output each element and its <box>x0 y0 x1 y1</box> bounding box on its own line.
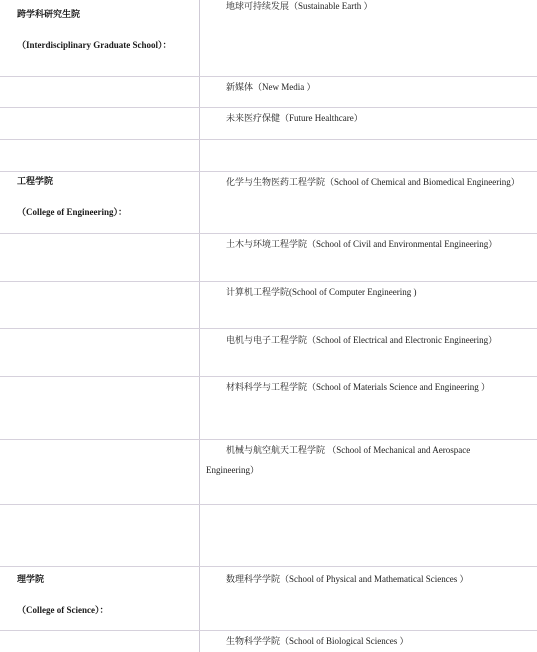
program-item: 土木与环境工程学院（School of Civil and Environmental Engineering） <box>226 239 498 249</box>
program-item: 数理科学学院（School of Physical and Mathematical Sciences ） <box>226 574 469 584</box>
row-divider <box>0 139 537 140</box>
row-divider <box>0 439 537 440</box>
program-item: 机械与航空航天工程学院 （School of Mechanical and Aerospace <box>226 445 471 455</box>
row-divider <box>0 171 537 172</box>
college-name-en: （College of Science）： <box>17 605 109 615</box>
program-item: 化学与生物医药工程学院（School of Chemical and Biomedical Engineering） <box>226 177 520 187</box>
college-name-en: （Interdisciplinary Graduate School）： <box>17 40 172 50</box>
college-name-cn: 工程学院 <box>17 176 54 186</box>
program-item-continuation: Engineering） <box>206 465 259 475</box>
row-divider <box>0 107 537 108</box>
program-item: 电机与电子工程学院（School of Electrical and Electronic Engineering） <box>226 335 498 345</box>
row-divider <box>0 233 537 234</box>
college-name-cn: 理学院 <box>17 574 45 584</box>
program-item: 生物科学学院（School of Biological Sciences ） <box>226 636 409 646</box>
row-divider <box>0 328 537 329</box>
college-name-cn: 跨学科研究生院 <box>17 9 81 19</box>
row-divider <box>0 504 537 505</box>
row-divider <box>0 76 537 77</box>
row-divider <box>0 566 537 567</box>
program-item: 新媒体（New Media ） <box>226 82 316 92</box>
row-divider <box>0 630 537 631</box>
program-item: 地球可持续发展（Sustainable Earth ） <box>226 1 373 11</box>
row-divider <box>0 281 537 282</box>
column-divider <box>199 0 200 652</box>
college-name-en: （College of Engineering）： <box>17 207 127 217</box>
program-item: 材料科学与工程学院（School of Materials Science and Engineering ） <box>226 382 490 392</box>
row-divider <box>0 376 537 377</box>
program-item: 未来医疗保健（Future Healthcare） <box>226 113 363 123</box>
program-item: 计算机工程学院(School of Computer Engineering ) <box>226 287 417 297</box>
